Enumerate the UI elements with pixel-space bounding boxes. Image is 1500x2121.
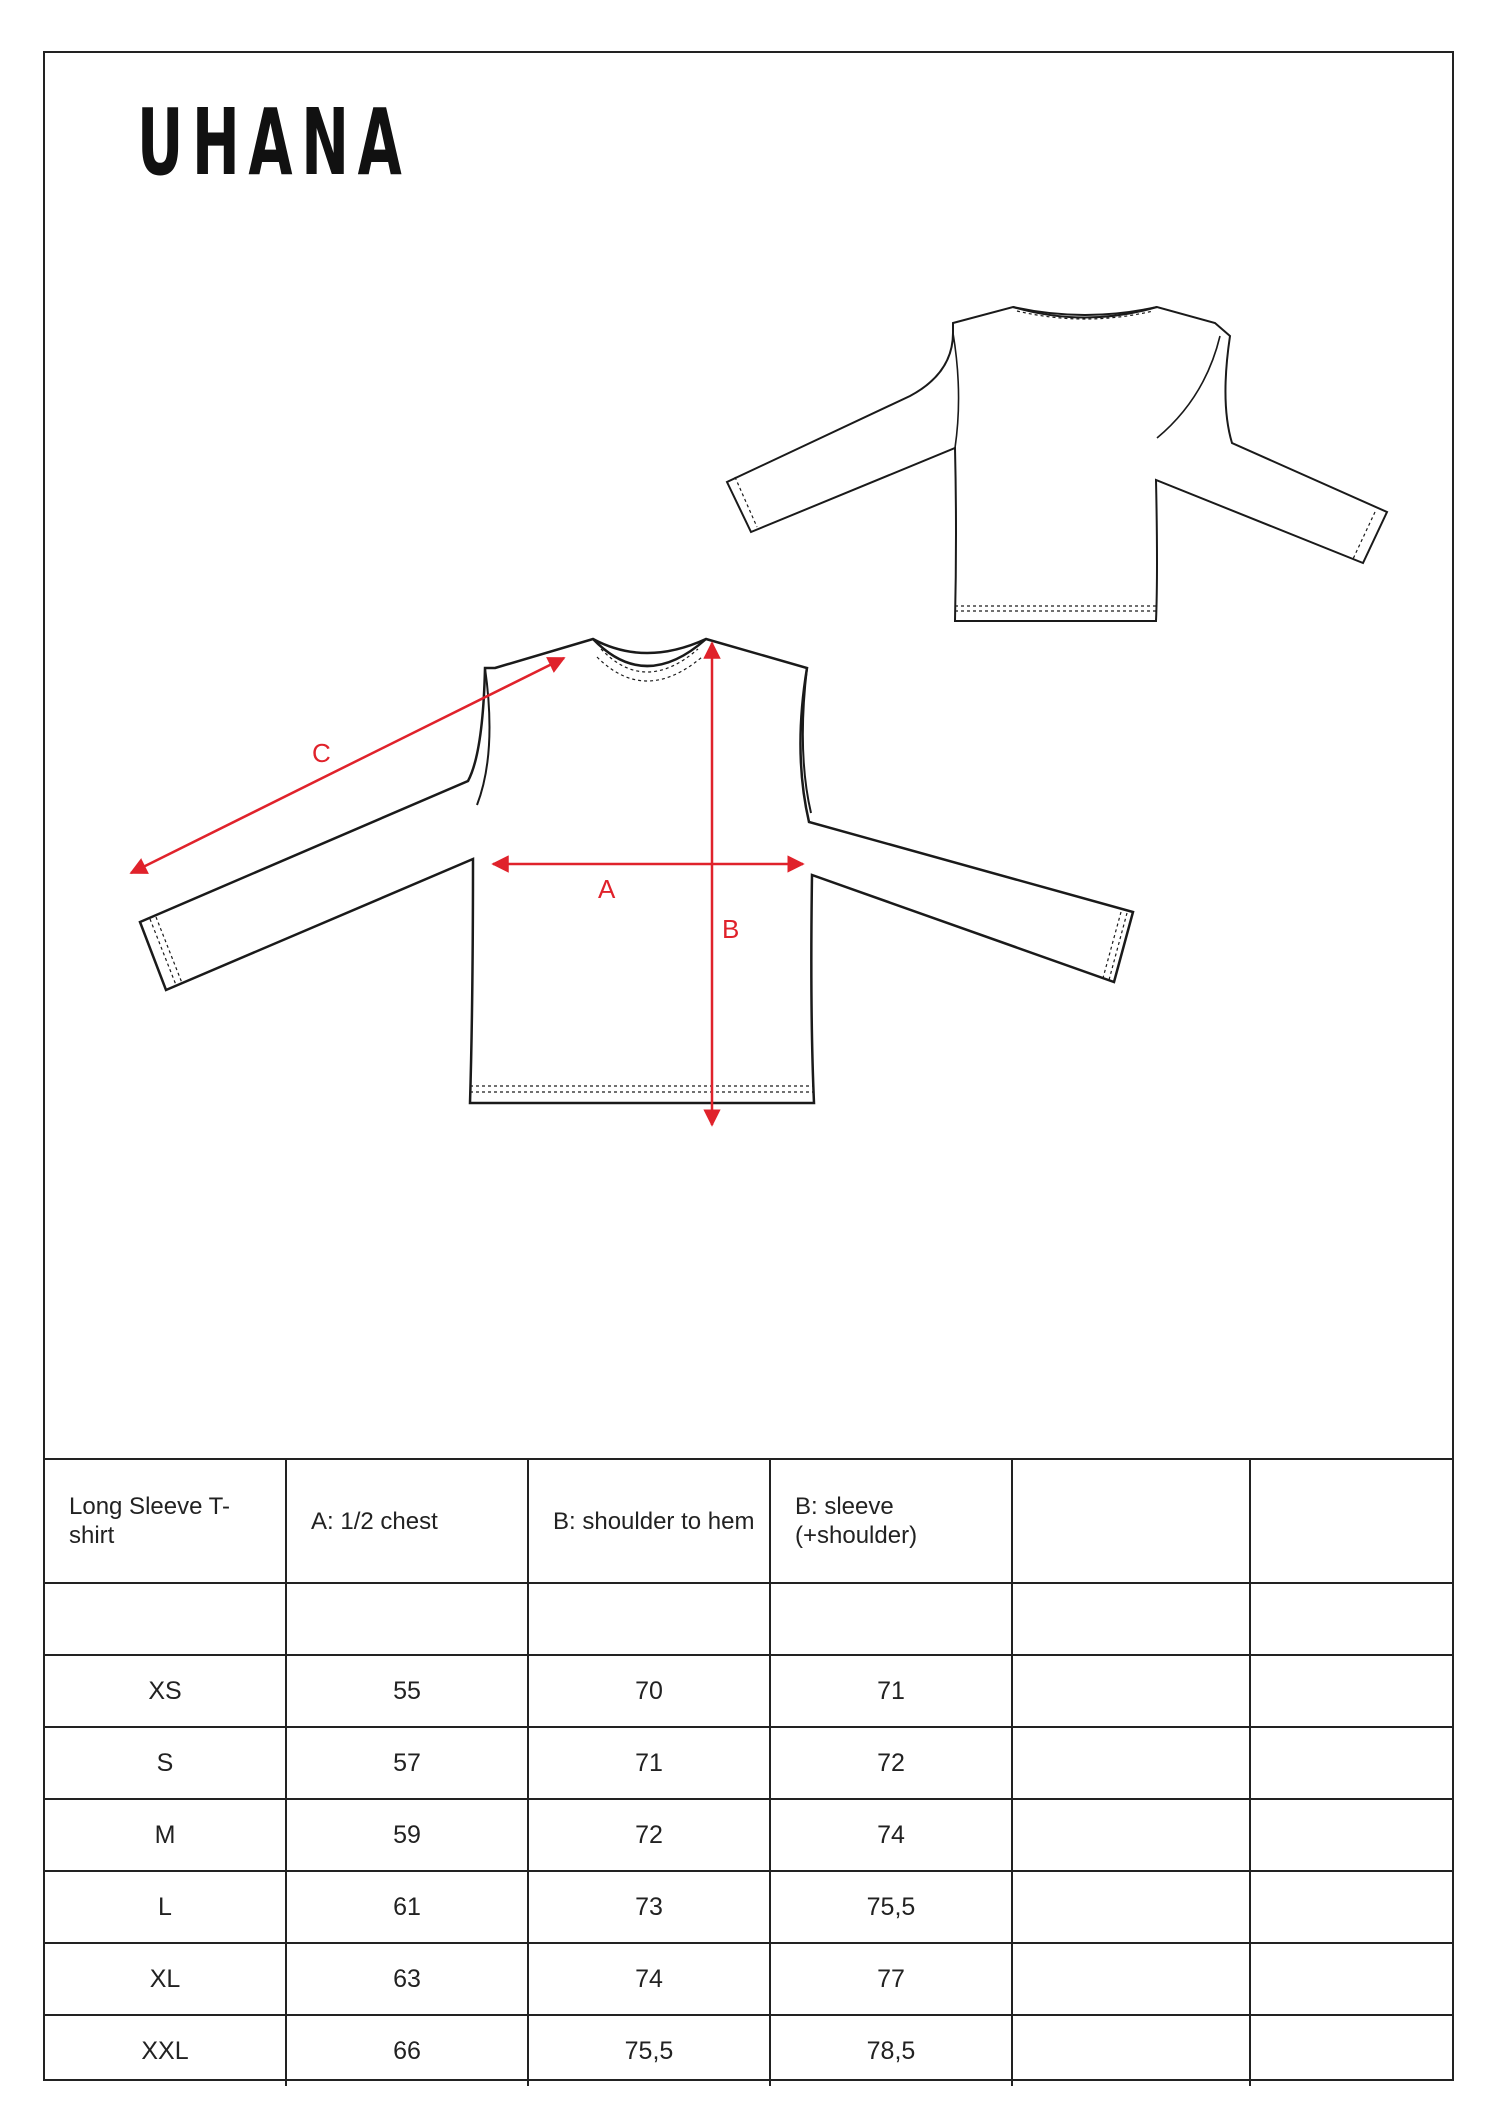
empty-cell — [1012, 1727, 1250, 1799]
size-cell: S — [45, 1727, 286, 1799]
measure-c-label: C — [312, 738, 331, 768]
back-view-outline — [727, 307, 1387, 621]
chest-cell: 66 — [286, 2015, 528, 2086]
empty-cell — [1012, 1943, 1250, 2015]
back-view-shirt — [727, 307, 1387, 621]
measure-a-label: A — [598, 874, 616, 904]
measurement-arrows — [131, 643, 803, 1125]
sleeve-cell: 71 — [770, 1655, 1012, 1727]
empty-cell — [1250, 1727, 1452, 1799]
size-cell: L — [45, 1871, 286, 1943]
table-header-row — [45, 1459, 1452, 1583]
table-row — [45, 1727, 1452, 1799]
length-cell: 75,5 — [528, 2015, 770, 2086]
chest-cell: 57 — [286, 1727, 528, 1799]
size-cell: M — [45, 1799, 286, 1871]
length-cell: 70 — [528, 1655, 770, 1727]
table-spacer-row — [45, 1583, 1452, 1655]
size-cell: XXL — [45, 2015, 286, 2086]
table-row — [45, 1871, 1452, 1943]
garment-diagram — [45, 53, 1452, 1453]
chest-cell: 63 — [286, 1943, 528, 2015]
back-view-armhole-left — [953, 333, 959, 448]
length-cell: 72 — [528, 1799, 770, 1871]
empty-cell — [1250, 1871, 1452, 1943]
size-cell: XS — [45, 1655, 286, 1727]
chest-cell: 61 — [286, 1871, 528, 1943]
measure-b-label: B — [722, 914, 740, 944]
brand-logo: UHANA — [137, 89, 411, 196]
sleeve-cell: 72 — [770, 1727, 1012, 1799]
header-product: Long Sleeve T-shirt — [45, 1459, 286, 1583]
empty-cell — [1250, 2015, 1452, 2086]
back-view-cuff-right — [1353, 512, 1375, 559]
front-view-neck-stitch-2 — [597, 657, 702, 681]
header-shoulder-to-hem: B: shoulder to hem — [528, 1459, 770, 1583]
sleeve-cell: 78,5 — [770, 2015, 1012, 2086]
chest-cell: 59 — [286, 1799, 528, 1871]
size-cell: XL — [45, 1943, 286, 2015]
empty-cell — [1012, 1655, 1250, 1727]
empty-cell — [1012, 2015, 1250, 2086]
length-cell: 74 — [528, 1943, 770, 2015]
sleeve-cell: 77 — [770, 1943, 1012, 2015]
length-cell: 71 — [528, 1727, 770, 1799]
front-view-cuff-left-1 — [150, 919, 176, 985]
front-view-outline — [140, 639, 1133, 1103]
empty-cell — [1012, 1799, 1250, 1871]
sleeve-cell: 74 — [770, 1799, 1012, 1871]
back-view-armhole-right-seam — [1157, 336, 1220, 438]
table-row — [45, 1943, 1452, 2015]
back-view-neck — [1013, 307, 1157, 315]
size-chart-sheet — [43, 51, 1454, 2081]
table-row — [45, 2015, 1452, 2086]
size-table — [45, 1458, 1452, 2086]
header-empty-6 — [1250, 1459, 1452, 1583]
empty-cell — [1012, 1871, 1250, 1943]
table-row — [45, 1799, 1452, 1871]
sleeve-cell: 75,5 — [770, 1871, 1012, 1943]
front-view-shirt — [140, 639, 1133, 1103]
header-empty-5 — [1012, 1459, 1250, 1583]
length-cell: 73 — [528, 1871, 770, 1943]
empty-cell — [1250, 1655, 1452, 1727]
table-row — [45, 1655, 1452, 1727]
measure-c-arrow — [131, 658, 564, 873]
header-sleeve: B: sleeve (+shoulder) — [770, 1459, 1012, 1583]
empty-cell — [1250, 1943, 1452, 2015]
chest-cell: 55 — [286, 1655, 528, 1727]
empty-cell — [1250, 1799, 1452, 1871]
header-chest: A: 1/2 chest — [286, 1459, 528, 1583]
